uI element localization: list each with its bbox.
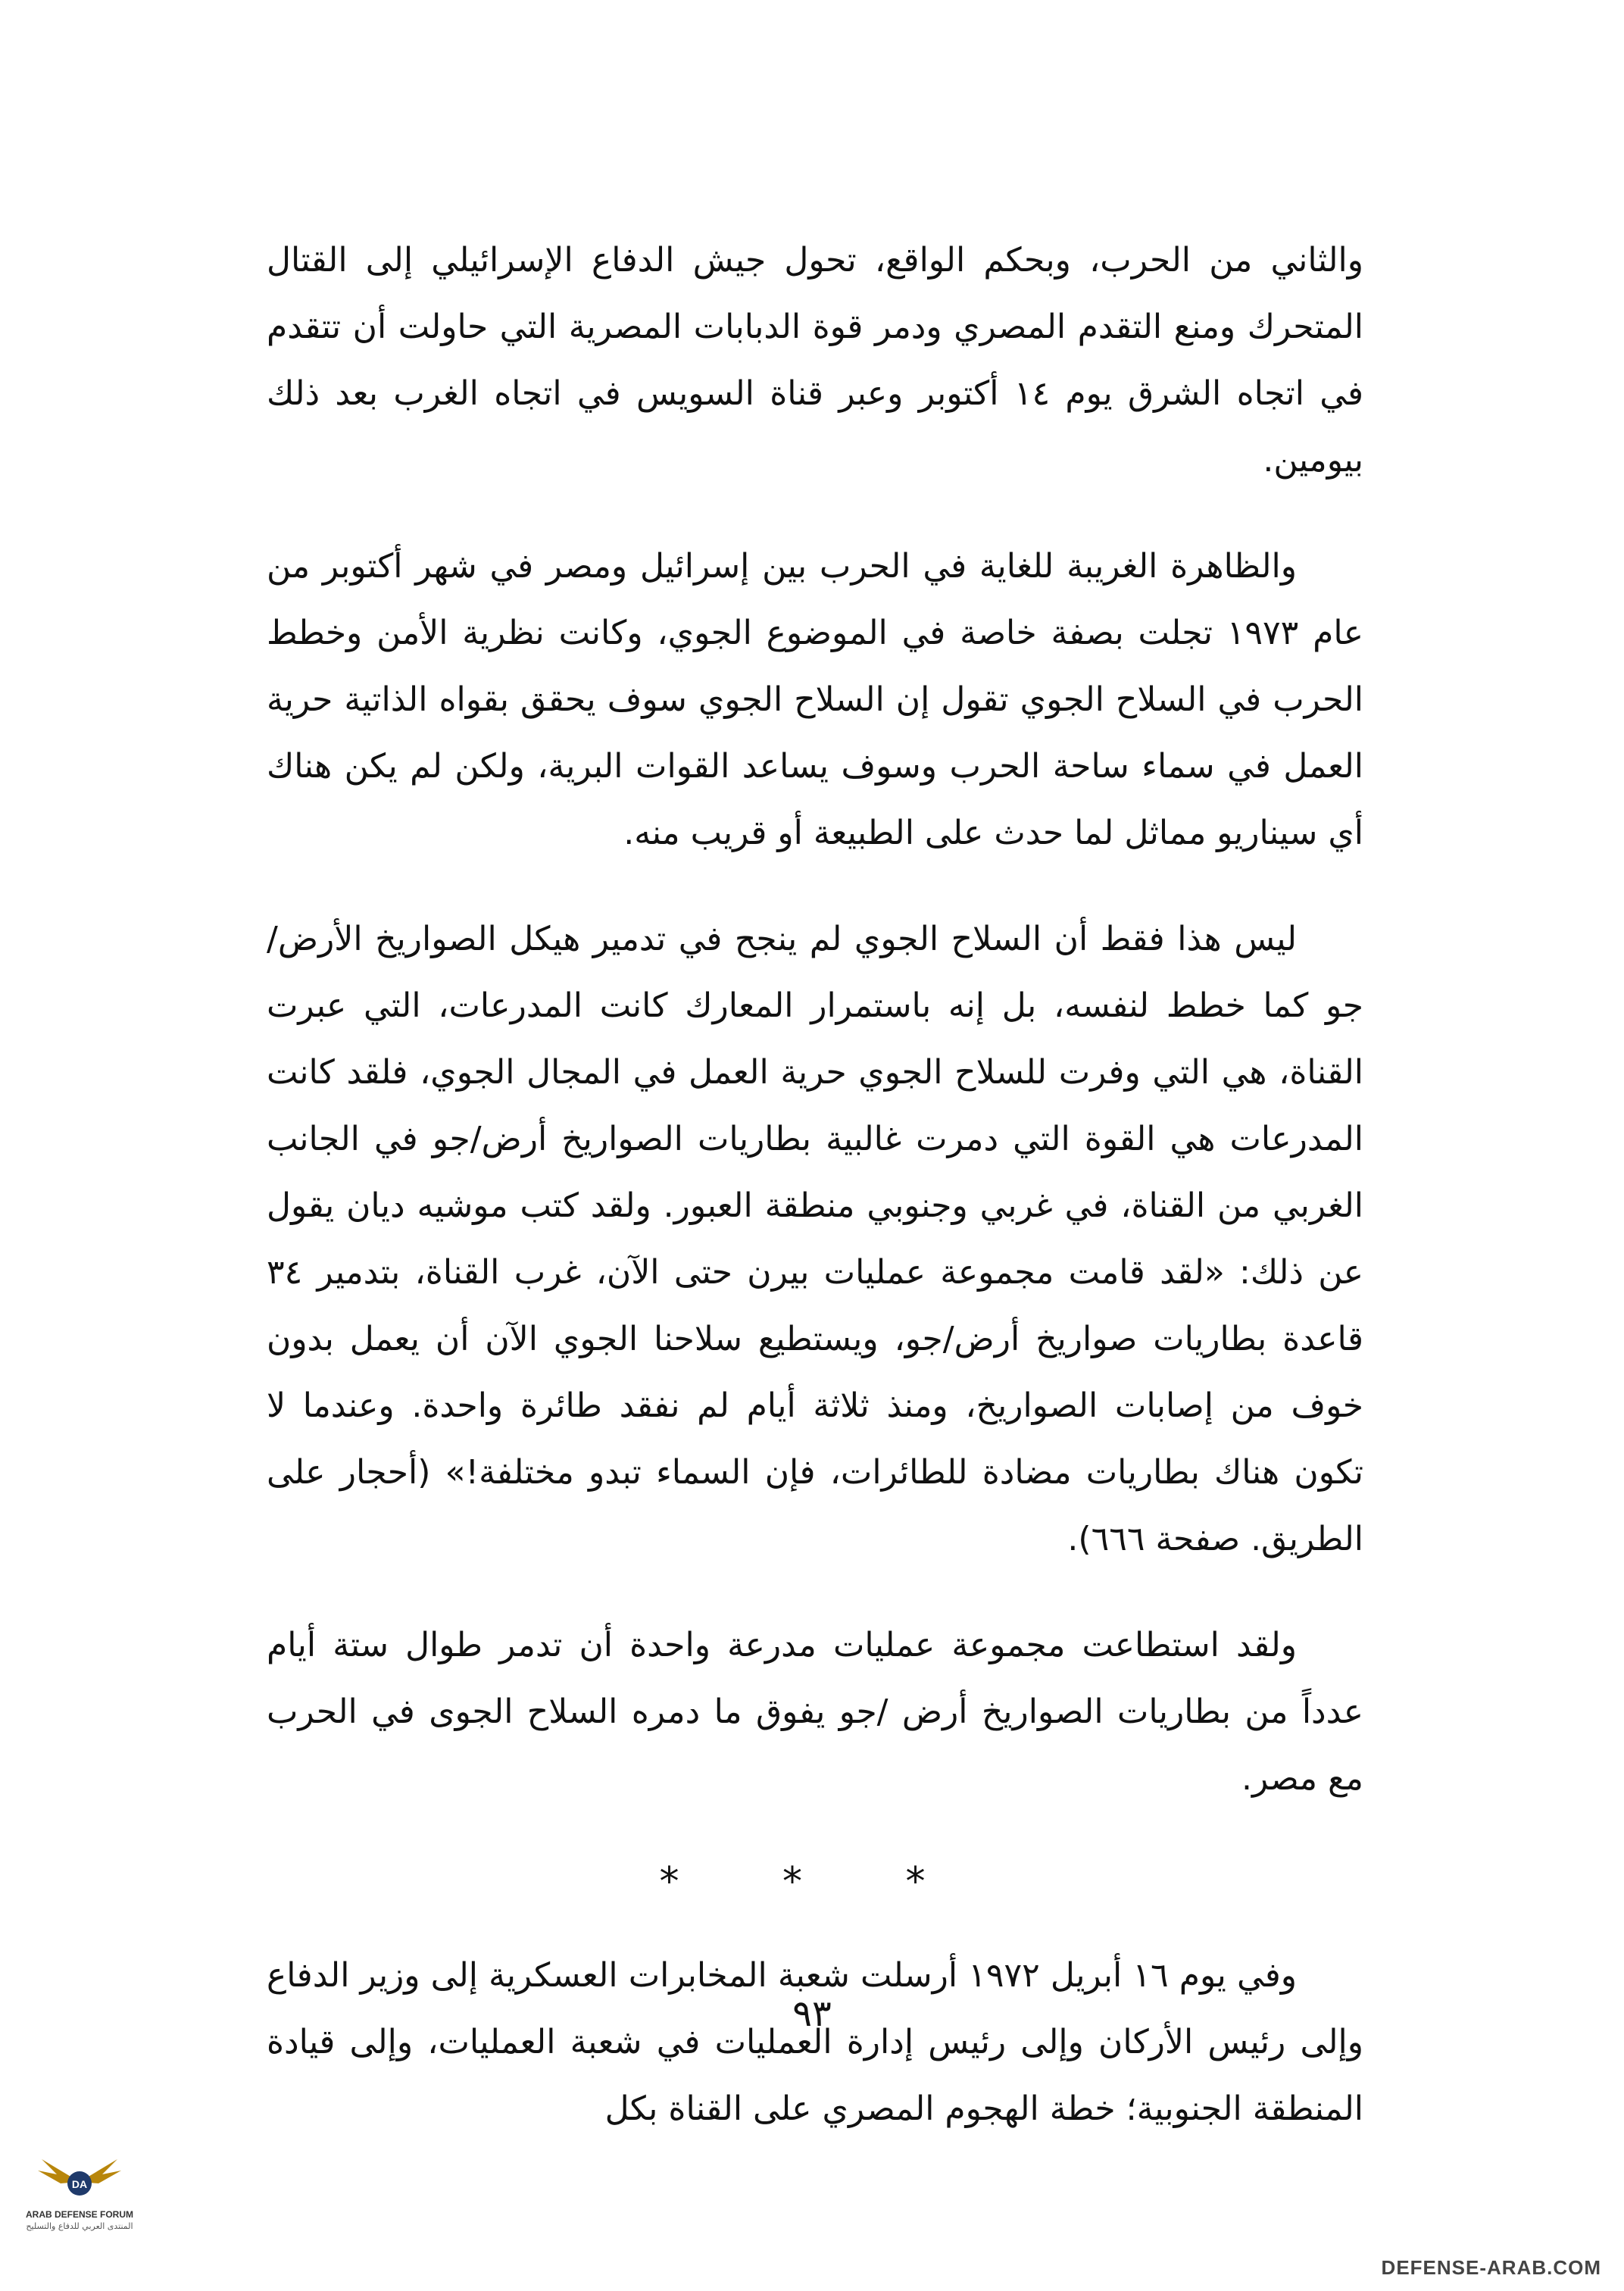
svg-text:DA: DA <box>71 2178 88 2190</box>
logo-title: ARAB DEFENSE FORUM <box>25 2209 133 2220</box>
paragraph-4: ولقد استطاعت مجموعة عمليات مدرعة واحدة أن تدمر طوال ستة أيام عدداً من بطاريات الصواريخ أرض /جو يفوق ما دمره السلاح الجوى في الحرب مع مصر. <box>267 1626 1363 1798</box>
paragraph-3: ليس هذا فقط أن السلاح الجوي لم ينجح في تدمير هيكل الصواريخ الأرض/جو كما خطط لنفسه، بل إنه باستمرار المعارك كانت المدرعات، التي عبرت القناة، هي التي وفرت للسلاح الجوي حرية العمل في المجال الجوي، فلقد كانت المدرعات هي القوة التي دمرت غالبية بطاريات الصواريخ أرض/جو في الجانب الغربي من القناة، في غربي وجنوبي منطقة العبور. ولقد كتب موشيه ديان يقول عن ذلك: «لقد قامت مجموعة عمليات بيرن حتى الآن، غرب القناة، بتدمير ٣٤ قاعدة بطاريات صواريخ أرض/جو، ويستطيع سلاحنا الجوي الآن أن يعمل بدون خوف من إصابات الصواريخ، ومنذ ثلاثة أيام لم نفقد طائرة واحدة. وعندما لا تكون هناك بطاريات مضادة للطائرات، فإن السماء تبدو مختلفة!» (أحجار على الطريق. صفحة ٦٦٦). <box>267 920 1363 1558</box>
paragraph-2: والظاهرة الغريبة للغاية في الحرب بين إسرائيل ومصر في شهر أكتوبر من عام ١٩٧٣ تجلت بصفة خاصة في الموضوع الجوي، وكانت نظرية الأمن وخطط الحرب في السلاح الجوي تقول إن السلاح الجوي سوف يحقق بقواه الذاتية حرية العمل في سماء ساحة الحرب وسوف يساعد القوات البرية، ولكن لم يكن هناك أي سيناريو مماثل لما حدث على الطبيعة أو قريب منه. <box>267 547 1363 852</box>
site-watermark: DEFENSE-ARAB.COM <box>1381 2256 1601 2279</box>
paragraph-5: وفي يوم ١٦ أبريل ١٩٧٢ أرسلت شعبة المخابرات العسكرية إلى وزير الدفاع وإلى رئيس الأركان وإلى رئيس إدارة العمليات في شعبة العمليات، وإلى قيادة المنطقة الجنوبية؛ خطة الهجوم المصري على القناة بكل <box>267 1956 1363 2128</box>
forum-logo <box>15 2152 144 2288</box>
body-text <box>267 227 1363 2182</box>
logo-subtitle: المنتدى العربي للدفاع والتسليح <box>26 2221 133 2231</box>
eagle-wings-icon <box>34 2152 125 2205</box>
paragraph-1: والثاني من الحرب، وبحكم الواقع، تحول جيش الدفاع الإسرائيلي إلى القتال المتحرك ومنع التقدم المصري ودمر قوة الدبابات المصرية التي حاولت أن تتقدم في اتجاه الشرق يوم ١٤ أكتوبر وعبر قناة السويس في اتجاه الغرب بعد ذلك بيومين. <box>267 241 1363 480</box>
page-number: ٩٣ <box>792 1993 832 2035</box>
section-separator: * * * <box>659 1859 971 1905</box>
